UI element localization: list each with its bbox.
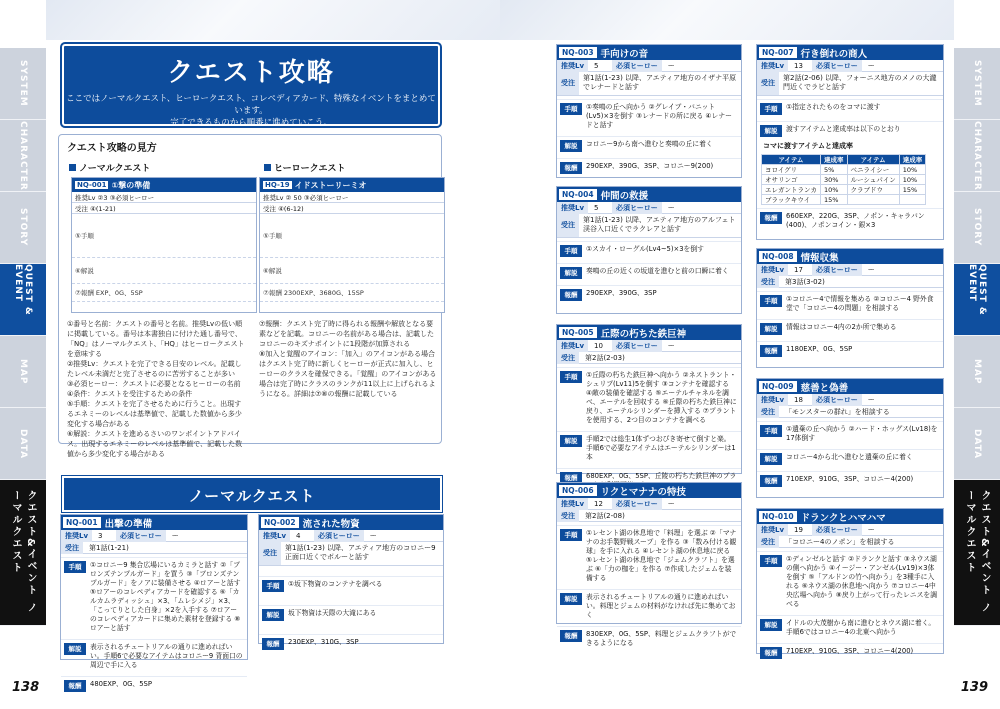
field-label: 解説 bbox=[560, 435, 582, 447]
sample-lv: 推奨Lv ② 50 ③必須ヒーロー bbox=[260, 192, 444, 203]
field-label: 報酬 bbox=[760, 345, 782, 357]
page-number-left: 138 bbox=[12, 680, 40, 695]
quest-order: 第2話(2-03) bbox=[585, 353, 625, 362]
item-table bbox=[761, 154, 926, 205]
quest-order: 「モンスターの群れ」を相談する bbox=[785, 407, 890, 416]
sample-code: NQ-001 bbox=[77, 181, 107, 189]
quest-name: ドランクとハマハマ bbox=[800, 512, 886, 524]
quest-steps: ①坂下物資のコンテナを調べる bbox=[288, 580, 383, 588]
field-label: 必須ヒーロー bbox=[116, 530, 166, 542]
tab-map[interactable]: MAP bbox=[954, 336, 1000, 408]
tab-story[interactable]: STORY bbox=[954, 192, 1000, 264]
field-label: 必須ヒーロー bbox=[612, 60, 662, 72]
quest-order: 第2話(2-06) 以降、フォーニス地方のメノの大瀧門近くでラビと話す bbox=[783, 74, 937, 91]
field-label: 報酬 bbox=[560, 472, 582, 484]
quest-reward: 230EXP、310G、3SP bbox=[288, 638, 359, 646]
tab-data[interactable]: DATA bbox=[954, 408, 1000, 480]
field-label: 報酬 bbox=[760, 475, 782, 487]
field-label: 報酬 bbox=[760, 647, 782, 659]
quest-hero: ー bbox=[369, 531, 377, 540]
quest-tips: 表示されるチュートリアルの通りに進めればいい。料理とジェムの材料がなければ先に集めておく bbox=[586, 593, 736, 619]
quest-code: NQ-006 bbox=[559, 485, 597, 496]
sample-reward: ⑦報酬 EXP、0G、5SP bbox=[72, 284, 256, 302]
quest-hero: ー bbox=[867, 61, 875, 70]
banner-intro: ここではノーマルクエスト、ヒーロークエスト、コレペディアカード、特殊なイベントをまとめています。 完了できるものから順番に進めていこう。 bbox=[66, 94, 436, 128]
quest-steps: ①奏鳴の丘へ向かう ②グレイブ・バニット(Lv5)×3を倒す ③レナードの所に戻る ④レナードと話す bbox=[586, 103, 732, 129]
quest-tips: 表示されるチュートリアルの通りに進めればいい。手順6で必要なアイテムはコロニー9 背面口の周辺で手に入る bbox=[90, 643, 243, 669]
quest-card-nq-001 bbox=[60, 514, 248, 690]
quest-name: 丘際の朽ちた鉄巨神 bbox=[600, 328, 687, 340]
quest-lv: 5 bbox=[594, 61, 599, 70]
field-label: 必須ヒーロー bbox=[612, 340, 662, 352]
legend-notes-right: ⑦報酬：クエスト完了時に得られる報酬や解放となる要素などを記載。コロニーの名前がある場合は、記載したコロニーのキズナポイントに1段階が加算される ⑧加入と覚醒のアイコン：「加入」のアイコンがある場合はクエスト完了時に新しくヒーローが正式に加入し、ヒーローのクラスを確保できる。「覚醒」のアイコンがある場合は完了時にクラスのランクが11以上に上げられるようになる。詳細は⑦⑧の報酬に記載している bbox=[259, 320, 437, 398]
normal-sample-card bbox=[71, 177, 257, 313]
quest-lv: 5 bbox=[594, 203, 599, 212]
field-label: 報酬 bbox=[262, 638, 284, 650]
field-label: 推奨Lv bbox=[757, 394, 788, 406]
table-cell: エレガントランカ bbox=[762, 185, 821, 195]
table-cell: 10% bbox=[899, 175, 926, 185]
quest-reward: 710EXP、910G、3SP、コロニー4(200) bbox=[786, 475, 914, 483]
table-header-cell: アイテム bbox=[847, 155, 899, 165]
table-cell bbox=[847, 195, 899, 205]
quest-steps: ①ディンゼルと話す ②ドランクと話す ③ネウス湖の側へ向かう ④イージー・アンゼル(Lv19)×3体を倒す ⑤「アルドンの竹へ向かう」を3種手に入れる ⑥ネウス湖の休息地へ向かう ⑦コロニー4中央広場へ向かう ⑧戻り上がって行ったレニスを調べる bbox=[786, 555, 937, 608]
table-row bbox=[762, 185, 926, 195]
item-table-title: コマに渡すアイテムと達成率 bbox=[763, 142, 854, 150]
quest-order: 第1話(1-23) 以降、アエティア地方のアルフェト渓谷入口近くでラクレアと話す bbox=[583, 216, 736, 233]
field-label: 必須ヒーロー bbox=[812, 264, 862, 276]
legend-hero-label: ヒーロークエスト bbox=[264, 161, 345, 174]
table-cell: 30% bbox=[821, 175, 848, 185]
tab-quest-event[interactable]: QUEST & EVENT bbox=[954, 264, 1000, 336]
quest-card-nq-008 bbox=[756, 248, 944, 368]
quest-name: 情報収集 bbox=[800, 252, 839, 264]
tab-character[interactable]: CHARACTER bbox=[0, 120, 46, 192]
quest-reward: 480EXP、0G、5SP bbox=[90, 680, 152, 688]
field-label: 推奨Lv bbox=[61, 530, 92, 542]
tab-section-label: クエスト&イベント ノーマルクエスト bbox=[954, 480, 1000, 626]
field-label: 手順 bbox=[262, 580, 284, 592]
sample-tips: ⑥解説 bbox=[260, 258, 444, 284]
field-label: 報酬 bbox=[560, 289, 582, 301]
quest-reward: 660EXP、220G、3SP、ノポン・キャラバン(400)、ノポンコイン・銀×3 bbox=[786, 212, 925, 229]
field-label: 受注 bbox=[61, 542, 83, 554]
tab-system[interactable]: SYSTEM bbox=[954, 48, 1000, 120]
quest-reward: 290EXP、390G、3SP、コロニー9(200) bbox=[586, 162, 714, 170]
legend-box bbox=[58, 134, 442, 458]
table-cell: ブラックキウイ bbox=[762, 195, 821, 205]
quest-steps: ①丘際の朽ちた鉄巨神へ向かう ②ネストラント・シュリプ(Lv11)5を倒す ③コンテナを確認する ④敵の装備を確認する ⑤エーテルチャネルを調べ、エーテルを回収する ⑥丘際の朽ちた鉄巨神に戻り、エーテルシリンダーを挿入する ⑦プラントを使用する、2つ目のコンテナを調べる bbox=[586, 371, 737, 424]
table-row bbox=[762, 165, 926, 175]
quest-hero: ー bbox=[667, 203, 675, 212]
field-label: 受注 bbox=[757, 406, 779, 418]
quest-card-nq-009 bbox=[756, 378, 944, 498]
left-side-tabs bbox=[0, 48, 46, 626]
sample-reward: ⑦報酬 2300EXP、3680G、15SP bbox=[260, 284, 444, 302]
field-label: 推奨Lv bbox=[557, 60, 588, 72]
field-label: 手順 bbox=[560, 529, 582, 541]
field-label: 解説 bbox=[560, 140, 582, 152]
quest-steps: ①コロニー4で情報を集める ②コロニー4 野外食堂で「コロニー4の問題」を相談する bbox=[786, 295, 934, 312]
quest-code: NQ-004 bbox=[559, 189, 597, 200]
quest-hero: ー bbox=[867, 525, 875, 534]
table-cell: 10% bbox=[899, 165, 926, 175]
sample-steps: ⑤手順 bbox=[260, 214, 444, 258]
field-label: 必須ヒーロー bbox=[612, 202, 662, 214]
quest-name: 行き倒れの商人 bbox=[800, 48, 868, 60]
tab-data[interactable]: DATA bbox=[0, 408, 46, 480]
field-label: 受注 bbox=[757, 72, 779, 95]
hero-sample-card bbox=[259, 177, 445, 313]
field-label: 推奨Lv bbox=[557, 202, 588, 214]
quest-card-nq-004 bbox=[556, 186, 742, 314]
quest-hero: ー bbox=[667, 341, 675, 350]
quest-code: NQ-003 bbox=[559, 47, 597, 58]
quest-order: 第1話(1-23) 以降、アエティア地方のコロニー9 正面口近くでボルーと話す bbox=[285, 544, 436, 561]
quest-card-nq-006 bbox=[556, 482, 742, 647]
quest-code: NQ-009 bbox=[759, 381, 797, 392]
field-label: 必須ヒーロー bbox=[812, 394, 862, 406]
field-label: 解説 bbox=[64, 643, 86, 655]
quest-lv: 3 bbox=[98, 531, 103, 540]
field-label: 必須ヒーロー bbox=[812, 524, 862, 536]
quest-name: 仲間の救援 bbox=[600, 190, 649, 202]
field-label: 推奨Lv bbox=[557, 498, 588, 510]
table-cell: オサリンゴ bbox=[762, 175, 821, 185]
sample-order: 受注 ④(6-12) bbox=[260, 203, 444, 214]
quest-tips: 手順2では総生1体ずつおびき寄せて倒すと楽。手順6で必要なアイテムはエーテルシリンダーは1本 bbox=[586, 435, 736, 461]
quest-tips: 坂下物資は天際の大滝にある bbox=[288, 609, 377, 617]
quest-steps: ①コロニー9 集合広場にいるカミラと話す ②「ブロンズテンプルガード」を買う ③「ブロンズテンプルガード」をノアに装備させる ④ロアーと話す ⑤ロアーのコレペディアカードを確認する ⑥「カルカムラディッシュ」×3、「ムレシメジ」×3、「こってりとした白身」×2を入手する ⑦ロアーのコレペディアカードに集めた素材を登録する ⑧ロアーと話す bbox=[90, 561, 241, 632]
quest-tips: 奏鳴の丘の近くの坂道を進むと前の口瞬に着く bbox=[586, 267, 729, 275]
field-label: 受注 bbox=[557, 214, 579, 237]
quest-tips: 渡すアイテムと達成率は以下のとおり bbox=[786, 125, 901, 133]
field-label: 推奨Lv bbox=[757, 524, 788, 536]
legend-notes-left: ①番号と名前：クエストの番号と名前。推奨Lvの低い順に掲載している。番号は本書独自に付けた通し番号で、「NQ」はノーマルクエスト、「HQ」はヒーロークエストを意味する ②推奨Lv：クエストを完了できる目安のレベル。記載したレベル未満だと完了させるのに苦労することが多い ③必須ヒーロー：クエストに必要となるヒーローの名前 ④条件：クエストを受注するための条件 ⑤手順：クエストを完了させるために行うこと。出現するエネミーのレベルは基準値で、記載した数値から多少変化する場合がある ⑥解説：クエストを進めるさいのワンポイントアドバイス。出現するエネミーのレベルは基準値で、記載した数値から多少変化する場合がある bbox=[67, 320, 245, 458]
field-label: 解説 bbox=[760, 453, 782, 465]
quest-card-nq-010 bbox=[756, 508, 944, 657]
quest-hero: ー bbox=[667, 499, 675, 508]
quest-tips: コロニー9から南へ進むと奏鳴の丘に着く bbox=[586, 140, 713, 148]
quest-reward: 290EXP、390G、3SP bbox=[586, 289, 657, 297]
sample-steps: ⑤手順 bbox=[72, 214, 256, 258]
field-label: 手順 bbox=[64, 561, 86, 573]
table-cell: 15% bbox=[821, 195, 848, 205]
quest-lv: 18 bbox=[794, 395, 803, 404]
table-cell: 5% bbox=[821, 165, 848, 175]
field-label: 解説 bbox=[760, 619, 782, 631]
field-label: 受注 bbox=[557, 352, 579, 364]
quest-lv: 19 bbox=[794, 525, 803, 534]
tab-section-label: クエスト&イベント ノーマルクエスト bbox=[0, 480, 46, 626]
tab-map[interactable]: MAP bbox=[0, 336, 46, 408]
quest-reward: 710EXP、910G、3SP、コロニー4(200) bbox=[786, 647, 914, 655]
quest-reward: 1180EXP、0G、5SP bbox=[786, 345, 853, 353]
field-label: 解説 bbox=[560, 593, 582, 605]
field-label: 手順 bbox=[560, 103, 582, 115]
field-label: 手順 bbox=[760, 295, 782, 307]
field-label: 受注 bbox=[757, 276, 779, 288]
field-label: 手順 bbox=[560, 371, 582, 383]
table-cell: 15% bbox=[899, 185, 926, 195]
table-cell: ルーシュパイン bbox=[847, 175, 899, 185]
table-cell: ヨロイグリ bbox=[762, 165, 821, 175]
field-label: 手順 bbox=[760, 103, 782, 115]
sample-name: イドストーリーミオ bbox=[294, 180, 367, 190]
field-label: 必須ヒーロー bbox=[812, 60, 862, 72]
quest-code: NQ-002 bbox=[261, 517, 299, 528]
field-label: 手順 bbox=[560, 245, 582, 257]
sample-order: 受注 ④(1-21) bbox=[72, 203, 256, 214]
right-page bbox=[500, 0, 1000, 709]
quest-hero: ー bbox=[867, 395, 875, 404]
field-label: 解説 bbox=[760, 125, 782, 137]
quest-name: 出撃の準備 bbox=[104, 518, 153, 530]
tab-character[interactable]: CHARACTER bbox=[954, 120, 1000, 192]
quest-hero: ー bbox=[171, 531, 179, 540]
quest-lv: 4 bbox=[296, 531, 301, 540]
quest-card-nq-007 bbox=[756, 44, 944, 240]
quest-order: 「コロニー4のノポン」を相談する bbox=[785, 537, 895, 546]
field-label: 受注 bbox=[557, 510, 579, 522]
quest-hero: ー bbox=[867, 265, 875, 274]
quest-name: 手向けの音 bbox=[600, 48, 649, 60]
quest-card-nq-002 bbox=[258, 514, 444, 648]
sample-code: HQ-19 bbox=[265, 181, 290, 189]
right-side-tabs bbox=[954, 48, 1000, 626]
sample-name: ①撃の準備 bbox=[111, 180, 151, 190]
quest-lv: 17 bbox=[794, 265, 803, 274]
table-part bbox=[762, 155, 926, 165]
quest-code: NQ-010 bbox=[759, 511, 797, 522]
table-header-cell: 達成率 bbox=[899, 155, 926, 165]
quest-name: 慈善と偽善 bbox=[800, 382, 849, 394]
quest-steps: ①遺棄の丘へ向かう ②ハード・ホッグス(Lv18)を17体倒す bbox=[786, 425, 938, 442]
quest-name: 流された物資 bbox=[302, 518, 360, 530]
quest-steps: ①指定されたものをコマに渡す bbox=[786, 103, 881, 111]
field-label: 受注 bbox=[259, 542, 281, 565]
table-cell: ベニライシー bbox=[847, 165, 899, 175]
legend-normal-label: ノーマルクエスト bbox=[69, 161, 150, 174]
field-label: 必須ヒーロー bbox=[612, 498, 662, 510]
table-header-cell: 達成率 bbox=[821, 155, 848, 165]
field-label: 受注 bbox=[557, 72, 579, 95]
field-label: 推奨Lv bbox=[259, 530, 290, 542]
table-cell bbox=[899, 195, 926, 205]
field-label: 報酬 bbox=[760, 212, 782, 224]
table-header-cell: アイテム bbox=[762, 155, 821, 165]
quest-order: 第1話(1-21) bbox=[89, 543, 129, 552]
field-label: 解説 bbox=[760, 323, 782, 335]
page-number-right: 139 bbox=[960, 680, 988, 695]
tab-quest-event[interactable]: QUEST & EVENT bbox=[0, 264, 46, 336]
quest-tips: 情報はコロニー4内の2か所で集める bbox=[786, 323, 897, 331]
table-row bbox=[762, 175, 926, 185]
sample-lv: 推奨Lv ②3 ③必須ヒーロー bbox=[72, 192, 256, 203]
field-label: 報酬 bbox=[560, 630, 582, 642]
field-label: 報酬 bbox=[560, 162, 582, 174]
quest-steps: ①スカイ・ローグル(Lv4~5)×3を倒す bbox=[586, 245, 704, 253]
quest-reward: 830EXP、0G、5SP、料理とジェムクラフトができるようになる bbox=[586, 630, 737, 647]
quest-code: NQ-008 bbox=[759, 251, 797, 262]
quest-code: NQ-007 bbox=[759, 47, 797, 58]
legend-title: クエスト攻略の見方 bbox=[67, 143, 157, 154]
quest-card-nq-003 bbox=[556, 44, 742, 178]
field-label: 推奨Lv bbox=[757, 60, 788, 72]
quest-order: 第2話(2-08) bbox=[585, 511, 625, 520]
quest-card-nq-005 bbox=[556, 324, 742, 482]
field-label: 推奨Lv bbox=[557, 340, 588, 352]
quest-code: NQ-005 bbox=[559, 327, 597, 338]
field-label: 解説 bbox=[262, 609, 284, 621]
quest-code: NQ-001 bbox=[63, 517, 101, 528]
field-label: 手順 bbox=[760, 425, 782, 437]
page-title: クエスト攻略 bbox=[167, 58, 335, 88]
tab-system[interactable]: SYSTEM bbox=[0, 48, 46, 120]
field-label: 受注 bbox=[757, 536, 779, 548]
quest-reward: 680EXP、0G、5SP、丘陵の朽ちた鉄巨神のプラ bbox=[586, 472, 737, 480]
section-divider: ノーマルクエスト bbox=[62, 476, 442, 512]
quest-name: リクとマナナの特技 bbox=[600, 486, 686, 498]
field-label: 推奨Lv bbox=[757, 264, 788, 276]
page-banner bbox=[62, 44, 440, 126]
quest-lv: 13 bbox=[794, 61, 803, 70]
field-label: 報酬 bbox=[64, 680, 86, 692]
quest-lv: 12 bbox=[594, 499, 603, 508]
quest-hero: ー bbox=[667, 61, 675, 70]
quest-tips: コロニー4から北へ進むと遺棄の丘に着く bbox=[786, 453, 913, 461]
field-label: 手順 bbox=[760, 555, 782, 567]
quest-order: 第1話(1-23) 以降、アエティア地方のイザナ平原でレナードと話す bbox=[583, 74, 737, 91]
quest-lv: 10 bbox=[594, 341, 603, 350]
tab-story[interactable]: STORY bbox=[0, 192, 46, 264]
quest-tips: イドルの大茂樹から南に進むとネウス湖に着く。手順6ではコロニー4の北東へ向かう bbox=[786, 619, 936, 636]
field-label: 解説 bbox=[560, 267, 582, 279]
table-row bbox=[762, 195, 926, 205]
table-cell: 10% bbox=[821, 185, 848, 195]
quest-steps: ①レセント湖の休息地で「料理」を選ぶ ②「マナナのお手製野戦スープ」を作る ③「数み付ける観球」を手に入れる ④レセント湖の休息地に戻る ⑤レセント湖の休息地で「ジェムクラフト」を選ぶ ⑥「力の枷を」を作る ⑦作成したジェムを装備する bbox=[586, 529, 737, 582]
quest-order: 第3話(3-02) bbox=[785, 277, 825, 286]
field-label: 必須ヒーロー bbox=[314, 530, 364, 542]
sample-tips: ⑥解説 bbox=[72, 258, 256, 284]
table-cell: クラブドウ bbox=[847, 185, 899, 195]
